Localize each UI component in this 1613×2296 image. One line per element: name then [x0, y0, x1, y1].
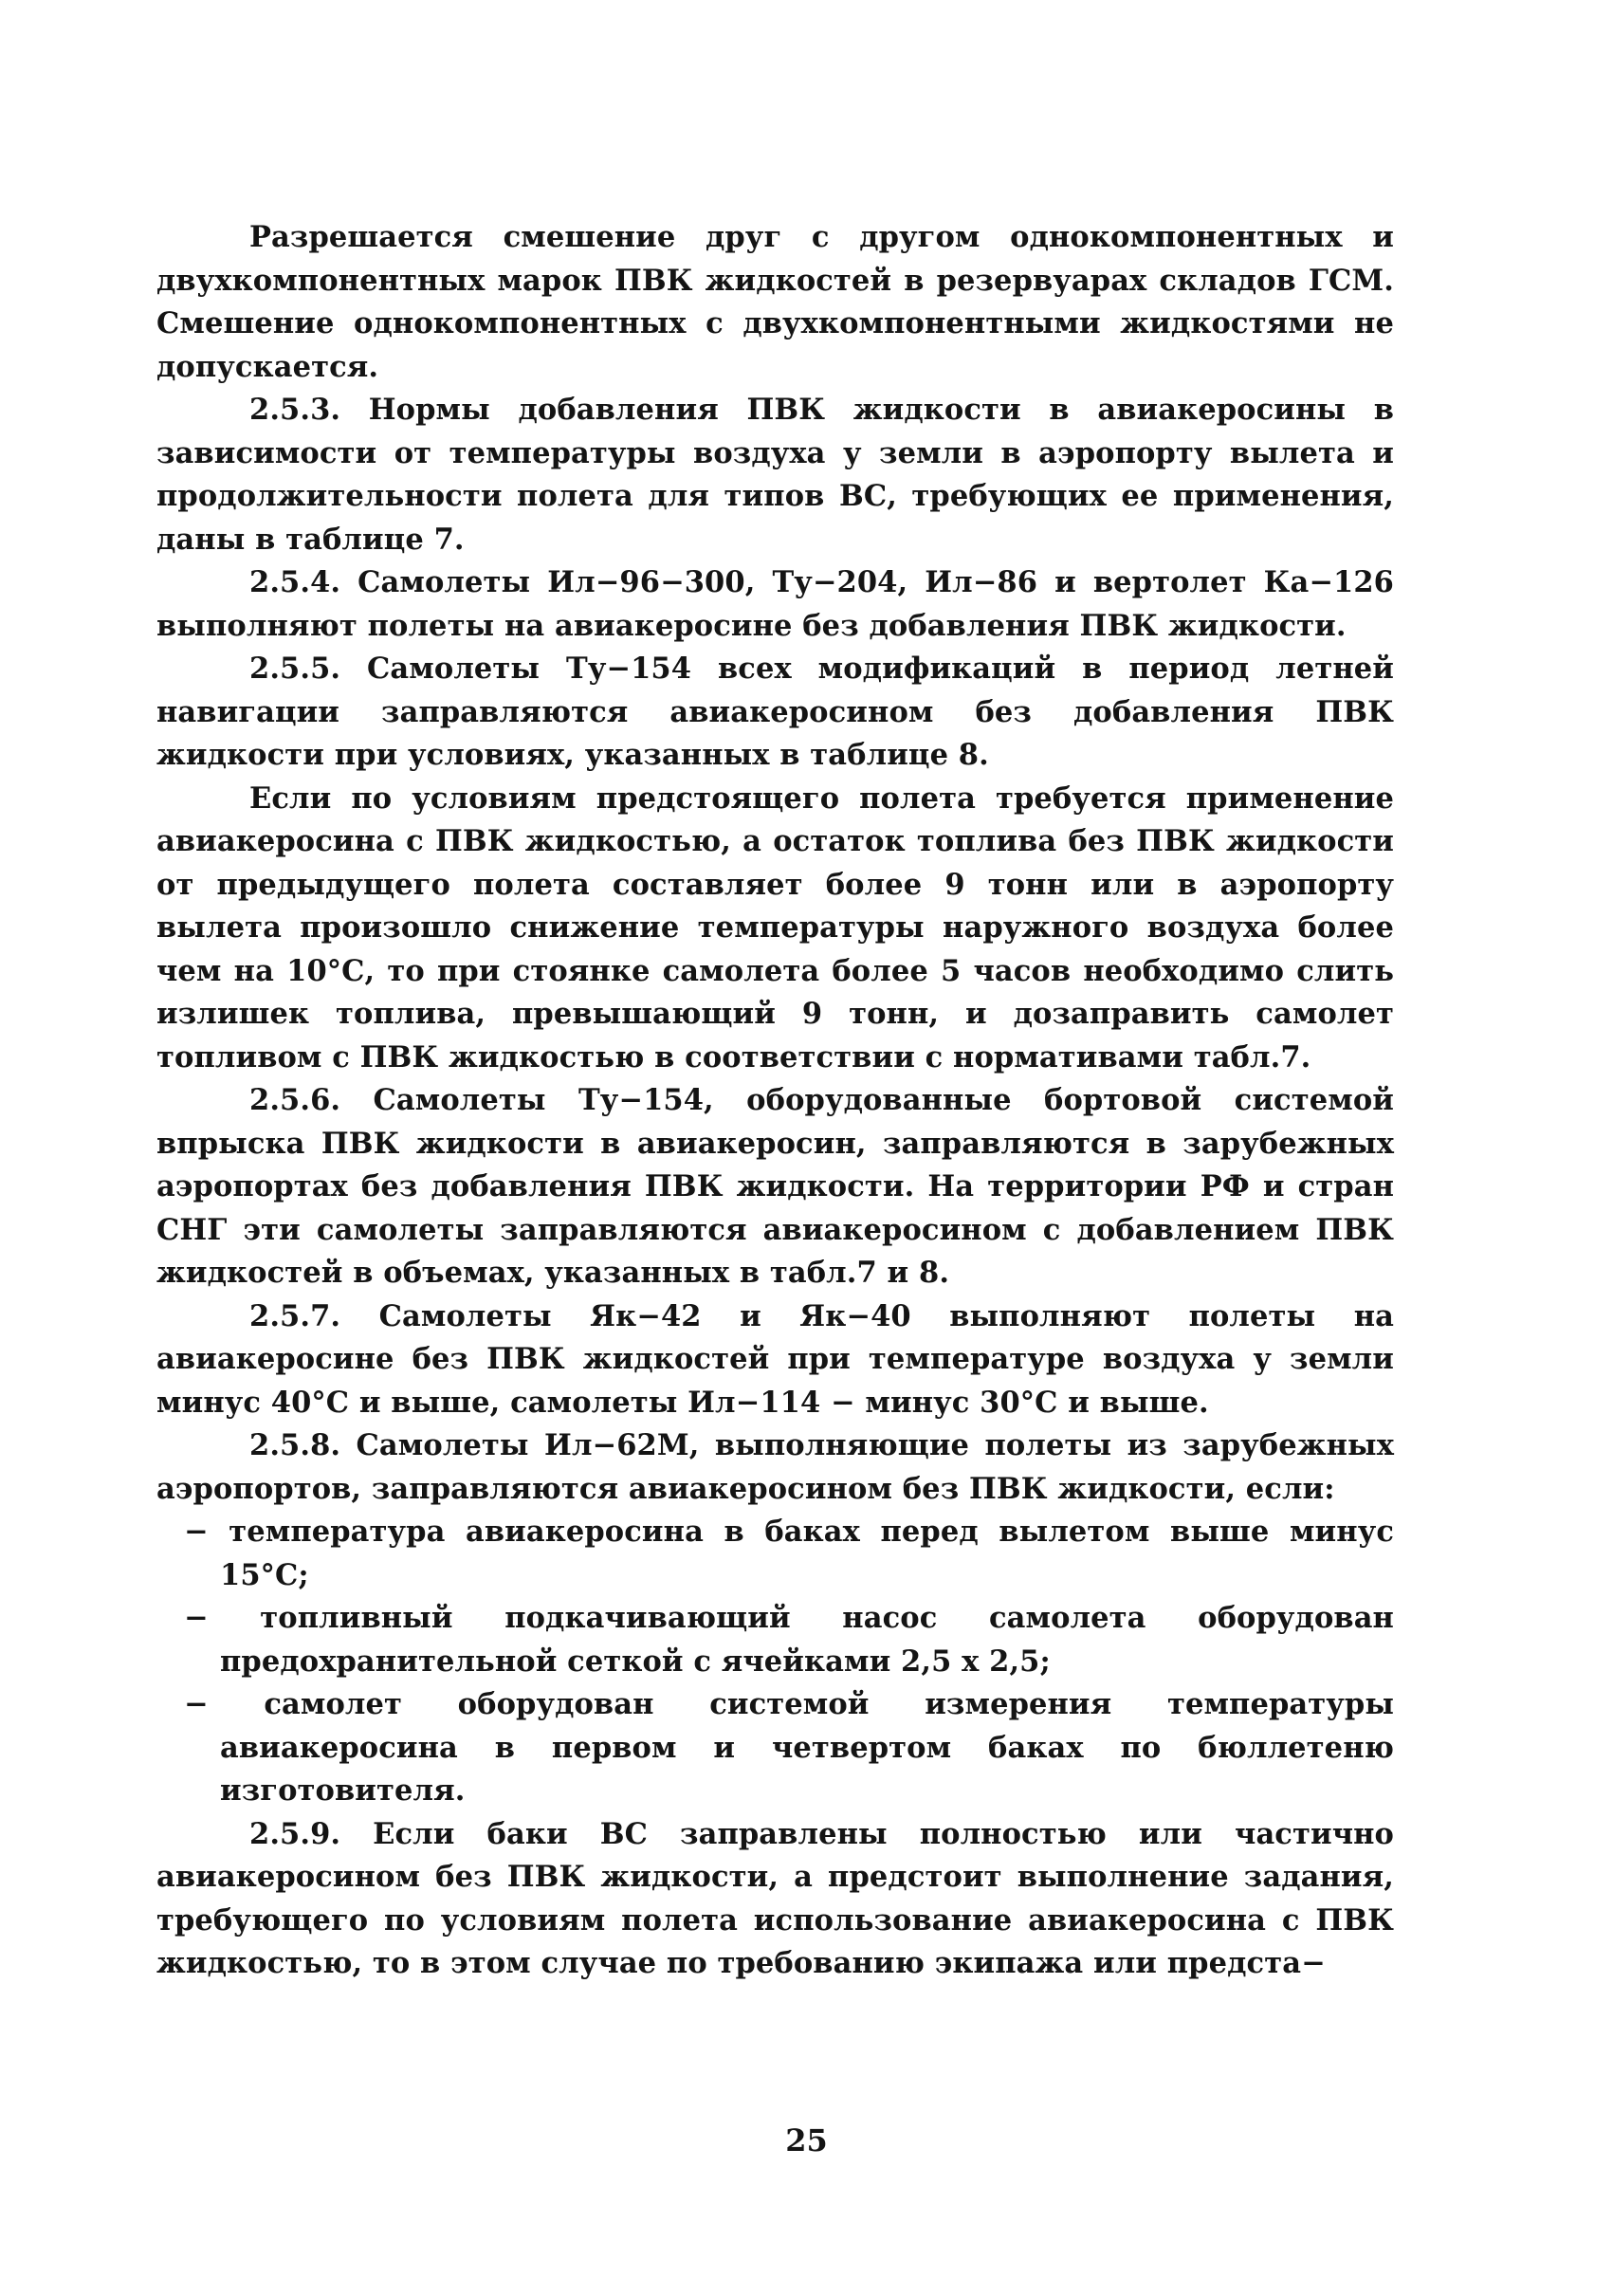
body-text: [156, 216, 1394, 1986]
paragraph: Если по условиям предстоящего полета требуется применение авиакеросина с ПВК жидкостью, а остаток топлива без ПВК жидкости от предыдущего полета составляет более 9 тонн или в аэропорту вылета произошло снижение температуры наружного воздуха более чем на 10°С, то при стоянке самолета более 5 часов необходимо слить излишек топлива, превышающий 9 тонн, и дозаправить самолет топливом с ПВК жидкостью в соответствии с нормативами табл.7.: [156, 781, 1394, 1075]
paragraph-2-5-6: 2.5.6. Самолеты Ту−154, оборудованные бортовой системой впрыска ПВК жидкости в авиакеросин, заправляются в зарубежных аэропортах без добавления ПВК жидкости. На территории РФ и стран СНГ эти самолеты заправляются авиакеросином с добавлением ПВК жидкостей в объемах, указанных в табл.7 и 8.: [156, 1083, 1394, 1290]
paragraph-2-5-8: 2.5.8. Самолеты Ил−62М, выполняющие полеты из зарубежных аэропортов, заправляются авиакеросином без ПВК жидкости, если:: [156, 1428, 1394, 1506]
paragraph-2-5-4: 2.5.4. Самолеты Ил−96−300, Ту−204, Ил−86 и вертолет Ка−126 выполняют полеты на авиакеросине без добавления ПВК жидкости.: [156, 565, 1394, 643]
list-item: − температура авиакеросина в баках перед вылетом выше минус 15°С;: [184, 1515, 1394, 1592]
list-item: − самолет оборудован системой измерения температуры авиакеросина в первом и четвертом баках по бюллетеню изготовителя.: [184, 1687, 1394, 1808]
paragraph: Разрешается смешение друг с другом однокомпонентных и двухкомпонентных марок ПВК жидкостей в резервуарах складов ГСМ. Смешение однокомпонентных с двухкомпонентными жидкостями не допускается.: [156, 220, 1394, 384]
paragraph-2-5-7: 2.5.7. Самолеты Як−42 и Як−40 выполняют полеты на авиакеросине без ПВК жидкостей при температуре воздуха у земли минус 40°С и выше, самолеты Ил−114 − минус 30°С и выше.: [156, 1298, 1394, 1420]
paragraph-2-5-9: 2.5.9. Если баки ВС заправлены полностью или частично авиакеросином без ПВК жидкости, а предстоит выполнение задания, требующего по условиям полета использование авиакеросина с ПВК жидкостью, то в этом случае по требованию экипажа или предста−: [156, 1816, 1394, 1980]
list-item: − топливный подкачивающий насос самолета оборудован предохранительной сеткой с ячейками 2,5 х 2,5;: [184, 1601, 1394, 1679]
paragraph-2-5-3: 2.5.3. Нормы добавления ПВК жидкости в авиакеросины в зависимости от температуры воздуха у земли в аэропорту вылета и продолжительности полета для типов ВС, требующих ее применения, даны в таблице 7.: [156, 393, 1394, 557]
page-number: 25: [785, 2122, 828, 2158]
paragraph-2-5-5: 2.5.5. Самолеты Ту−154 всех модификаций в период летней навигации заправляются авиакеросином без добавления ПВК жидкости при условиях, указанных в таблице 8.: [156, 652, 1394, 772]
